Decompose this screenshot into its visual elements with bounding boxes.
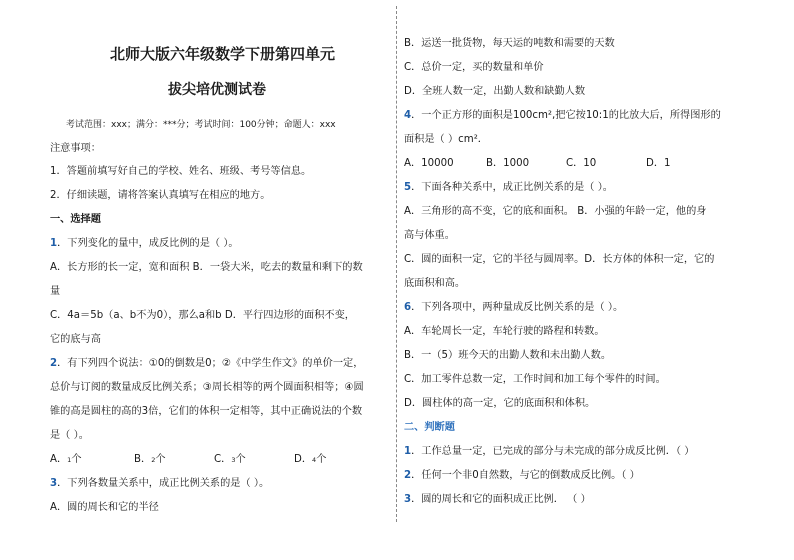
question-1-line-2: 量	[50, 286, 61, 297]
section-2-title: 二、判断题	[404, 422, 455, 433]
note-1: 1．答题前填写好自己的学校、姓名、班级、考号等信息。	[50, 166, 312, 177]
question-5-line-2: 高与体重。	[404, 230, 455, 241]
question-text: ．圆的周长和它的面积成正比例． （ ）	[411, 494, 591, 505]
question-2-option-b: B．2个	[134, 454, 166, 465]
question-4-option-b: B．1000	[486, 158, 530, 169]
question-3-option-a: A．圆的周长和它的半径	[50, 502, 159, 513]
question-6-option-d: D．圆柱体的高一定，它的底面积和体积。	[404, 398, 596, 409]
question-1-line-1: A．长方形的长一定，宽和面积 B．一袋大米，吃去的数量和剩下的数	[50, 262, 363, 273]
question-6-option-b: B．一（5）班今天的出勤人数和未出勤人数。	[404, 350, 612, 361]
question-2-option-d: D．4个	[294, 454, 327, 465]
note-2: 2．仔细读题，请将答案认真填写在相应的地方。	[50, 190, 271, 201]
question-number: 5	[404, 182, 412, 193]
question-3-stem	[50, 477, 269, 491]
question-1-stem	[50, 237, 239, 251]
judge-question-2	[404, 469, 640, 483]
section-1-title: 一、选择题	[50, 214, 101, 225]
question-number: 4	[404, 110, 412, 121]
question-number: 2	[50, 358, 58, 369]
question-4-option-a: A．10000	[404, 158, 454, 169]
question-2-line-2: 总价与订阅的数量成反比例关系；③周长相等的两个圆面积相等；④圆	[50, 382, 364, 393]
question-number: 6	[404, 302, 412, 313]
column-divider	[396, 6, 397, 522]
question-text: ．下列各数量关系中，成正比例关系的是（ ）。	[57, 478, 270, 489]
question-3-option-d: D．全班人数一定，出勤人数和缺勤人数	[404, 86, 586, 97]
question-number: 3	[50, 478, 58, 489]
question-6-stem	[404, 301, 623, 315]
question-6-option-c: C．加工零件总数一定，工作时间和加工每个零件的时间。	[404, 374, 666, 385]
page-subtitle: 拔尖培优测试卷	[168, 82, 266, 98]
question-4-line-2: 面积是（ ）cm²．	[404, 134, 488, 145]
question-number: 1	[50, 238, 58, 249]
question-number: 3	[404, 494, 412, 505]
question-5-stem	[404, 181, 613, 195]
question-text: ．有下列四个说法：①0的倒数是0；②《中学生作文》的单价一定，	[57, 358, 364, 369]
question-6-option-a: A．车轮周长一定，车轮行驶的路程和转数。	[404, 326, 605, 337]
question-text: ．一个正方形的面积是100cm²,把它按10:1的比放大后，所得图形的	[411, 110, 721, 121]
question-number: 1	[404, 446, 412, 457]
question-text: ．下列变化的量中，成反比例的是（ ）。	[57, 238, 239, 249]
question-4-line-1	[404, 109, 721, 123]
notes-title: 注意事项：	[50, 143, 101, 154]
question-1-line-4: 它的底与高	[50, 334, 101, 345]
question-2-line-1	[50, 357, 363, 371]
question-4-option-d: D．1	[646, 158, 671, 169]
question-5-line-1: A．三角形的高不变，它的底和面积。 B．小强的年龄一定，他的身	[404, 206, 707, 217]
question-text: ．工作总量一定，已完成的部分与未完成的部分成反比例．（ ）	[411, 446, 695, 457]
question-5-line-4: 底面积和高。	[404, 278, 466, 289]
question-3-option-c: C．总价一定，买的数量和单价	[404, 62, 544, 73]
judge-question-3	[404, 493, 591, 507]
question-2-option-c: C．3个	[214, 454, 246, 465]
question-text: ．下列各项中，两种量成反比例关系的是（ ）。	[411, 302, 624, 313]
question-number: 2	[404, 470, 412, 481]
question-4-option-c: C．10	[566, 158, 597, 169]
question-3-option-b: B．运送一批货物，每天运的吨数和需要的天数	[404, 38, 615, 49]
page-title: 北师大版六年级数学下册第四单元	[110, 45, 336, 63]
question-5-line-3: C．圆的面积一定，它的半径与圆周率。D．长方体的体积一定，它的	[404, 254, 715, 265]
question-1-line-3: C．4a＝5b（a、b不为0），那么a和b D．平行四边形的面积不变，	[50, 310, 355, 321]
question-text: ．任何一个非0自然数，与它的倒数成反比例。（ ）	[411, 470, 640, 481]
exam-info: 考试范围：xxx；满分：***分；考试时间：100分钟；命题人：xxx	[66, 120, 336, 130]
question-2-option-a: A．1个	[50, 454, 82, 465]
question-2-line-4: 是（ ）。	[50, 430, 89, 441]
question-text: ．下面各种关系中，成正比例关系的是（ ）。	[411, 182, 613, 193]
judge-question-1	[404, 445, 694, 459]
question-2-line-3: 锥的高是圆柱的高的3倍，它们的体积一定相等，其中正确说法的个数	[50, 406, 363, 417]
